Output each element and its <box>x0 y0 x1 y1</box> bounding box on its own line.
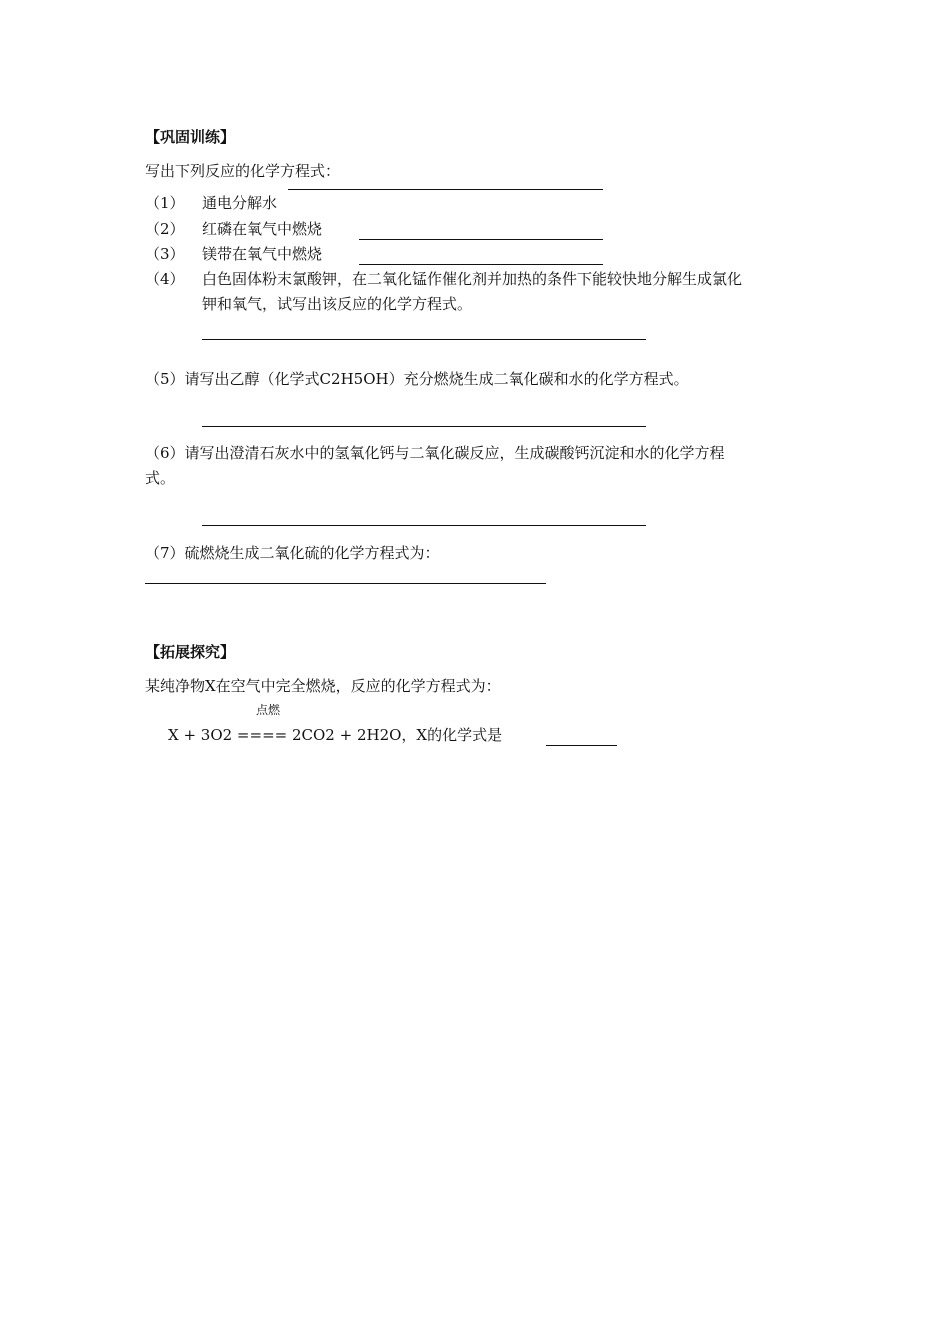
item-text-5: （5）请写出乙醇（化学式C2H5OH）充分燃烧生成二氧化碳和水的化学方程式。 <box>145 370 689 388</box>
answer-line-1[interactable] <box>288 189 603 190</box>
item-number-4: （4） <box>145 270 185 288</box>
answer-line-5[interactable] <box>202 426 646 427</box>
item-number-3: （3） <box>145 245 185 263</box>
item-number-1: （1） <box>145 194 185 212</box>
item-text-6-line1: （6）请写出澄清石灰水中的氢氧化钙与二氧化碳反应，生成碳酸钙沉淀和水的化学方程 <box>145 444 725 462</box>
item-text-4-line1: 白色固体粉末氯酸钾，在二氧化锰作催化剂并加热的条件下能较快地分解生成氯化 <box>202 270 743 288</box>
item-text-6-line2: 式。 <box>145 469 176 487</box>
answer-line-2[interactable] <box>359 239 603 240</box>
reaction-condition: 点燃 <box>256 703 281 717</box>
chemical-equation: X + 3O2 ==== 2CO2 + 2H2O，X的化学式是 <box>168 726 503 744</box>
item-text-2: 红磷在氧气中燃烧 <box>202 220 323 238</box>
answer-line-3[interactable] <box>359 264 603 265</box>
section-heading-consolidation: 【巩固训练】 <box>145 128 236 146</box>
answer-line-formula[interactable] <box>546 745 617 746</box>
item-text-4-line2: 钾和氧气，试写出该反应的化学方程式。 <box>202 295 473 313</box>
answer-line-6[interactable] <box>202 525 646 526</box>
section-heading-extension: 【拓展探究】 <box>145 643 236 661</box>
item-text-1: 通电分解水 <box>202 194 278 212</box>
extension-intro: 某纯净物X在空气中完全燃烧，反应的化学方程式为： <box>145 677 501 695</box>
answer-line-7[interactable] <box>145 583 546 584</box>
item-text-7: （7）硫燃烧生成二氧化硫的化学方程式为： <box>145 544 440 562</box>
item-number-2: （2） <box>145 220 185 238</box>
item-text-3: 镁带在氧气中燃烧 <box>202 245 323 263</box>
answer-line-4[interactable] <box>202 339 646 340</box>
instruction-text: 写出下列反应的化学方程式： <box>145 162 341 180</box>
